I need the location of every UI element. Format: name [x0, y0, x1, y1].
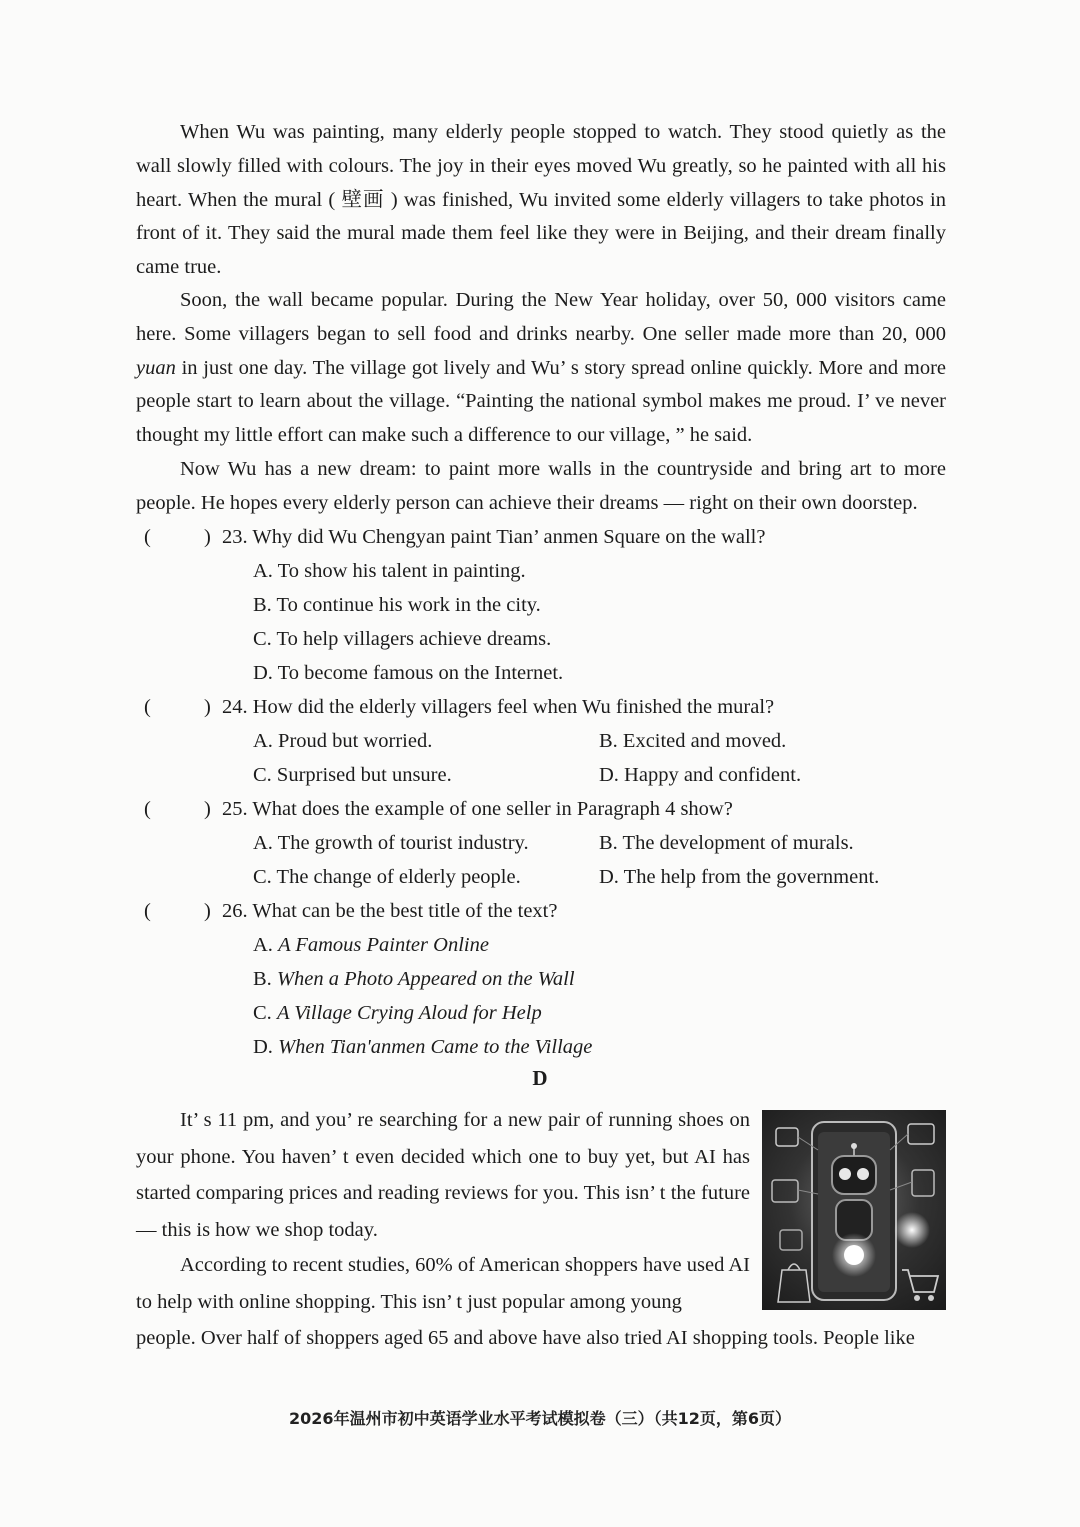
option-23-a: A. To show his talent in painting. — [253, 560, 526, 582]
option-25-b: B. The development of murals. — [599, 832, 854, 854]
question-text: 23. Why did Wu Chengyan paint Tian’ anmen Square on the wall? — [222, 526, 766, 548]
option-26-a — [253, 930, 489, 960]
option-title: When Tian'anmen Came to the Village — [278, 1036, 593, 1058]
option-24-b: B. Excited and moved. — [599, 730, 787, 752]
option-23-d: D. To become famous on the Internet. — [253, 662, 564, 684]
answer-blank-close: ) — [204, 798, 211, 820]
option-letter: B. — [253, 968, 272, 990]
option-26-b — [253, 964, 575, 994]
passage-d-paragraph-1: It’ s 11 pm, and you’ re searching for a new pair of running shoes on your phone. You haven’ t even decided which one to buy yet, but AI has started comparing prices and reading reviews for you. This isn’ t the future — this is how we shop today. — [136, 1109, 750, 1241]
option-letter: D. — [253, 1036, 273, 1058]
robot-phone-icon — [762, 1110, 946, 1310]
answer-blank-open[interactable]: ( — [144, 526, 151, 548]
option-26-c — [253, 998, 542, 1028]
question-text: 25. What does the example of one seller in Paragraph 4 show? — [222, 798, 733, 820]
option-letter: C. — [253, 1002, 272, 1024]
paragraph-2-text-b: in just one day. The village got lively and Wu’ s story spread online quickly. More and more people start to learn about the village. “Painting the national symbol makes me proud. I’ ve never thought my little effort can make such a difference to our village, ” he said. — [136, 356, 947, 447]
option-26-d — [253, 1032, 592, 1062]
page-footer: 2026年温州市初中英语学业水平考试模拟卷（三）（共12页，第6页） — [289, 1409, 791, 1428]
option-24-d: D. Happy and confident. — [599, 764, 802, 786]
option-23-c: C. To help villagers achieve dreams. — [253, 628, 552, 650]
option-23-b: B. To continue his work in the city. — [253, 594, 541, 616]
paragraph-2-text-a: Soon, the wall became popular. During the New Year holiday, over 50, 000 visitors came here. Some villagers began to sell food and drinks nearby. One seller made more than 20, 000 — [136, 289, 946, 345]
option-25-c: C. The change of elderly people. — [253, 866, 521, 888]
passage-c-paragraph-2 — [136, 284, 946, 453]
ai-robot-shopping-phone-illustration — [762, 1110, 946, 1310]
option-title: A Village Crying Aloud for Help — [276, 1002, 542, 1024]
question-text: 24. How did the elderly villagers feel when Wu finished the mural? — [222, 696, 775, 718]
answer-blank-close: ) — [204, 696, 211, 718]
option-25-d: D. The help from the government. — [599, 866, 880, 888]
option-letter: A. — [253, 934, 273, 956]
passage-c-paragraph-1: When Wu was painting, many elderly people stopped to watch. They stood quietly as the wall slowly filled with colours. The joy in their eyes moved Wu greatly, so he painted with all his heart. When the mural ( 壁画 ) was finished, Wu invited some elderly villagers to take photos in front of it. They said the mural made them feel like they were in Beijing, and their dream finally came true. — [136, 121, 946, 279]
section-heading-d: D — [532, 1066, 548, 1090]
option-25-a: A. The growth of tourist industry. — [253, 832, 529, 854]
question-text: 26. What can be the best title of the text? — [222, 900, 558, 922]
passage-c-paragraph-3: Now Wu has a new dream: to paint more walls in the countryside and bring art to more people. He hopes every elderly person can achieve their dreams — right on their own doorstep. — [136, 458, 946, 514]
passage-d-paragraph-2-start: According to recent studies, 60% of American shoppers have used AI to help with online shopping. This isn’ t just popular among young — [136, 1254, 750, 1313]
answer-blank-open[interactable]: ( — [144, 696, 151, 718]
paragraph-2-italic-word: yuan — [136, 356, 176, 379]
passage-d-paragraph-2-end: people. Over half of shoppers aged 65 and above have also tried AI shopping tools. People like — [136, 1327, 915, 1349]
option-title: When a Photo Appeared on the Wall — [276, 968, 575, 990]
answer-blank-close: ) — [204, 526, 211, 548]
answer-blank-open[interactable]: ( — [144, 798, 151, 820]
answer-blank-close: ) — [204, 900, 211, 922]
answer-blank-open[interactable]: ( — [144, 900, 151, 922]
option-24-c: C. Surprised but unsure. — [253, 764, 452, 786]
option-24-a: A. Proud but worried. — [253, 730, 433, 752]
option-title: A Famous Painter Online — [278, 934, 489, 956]
